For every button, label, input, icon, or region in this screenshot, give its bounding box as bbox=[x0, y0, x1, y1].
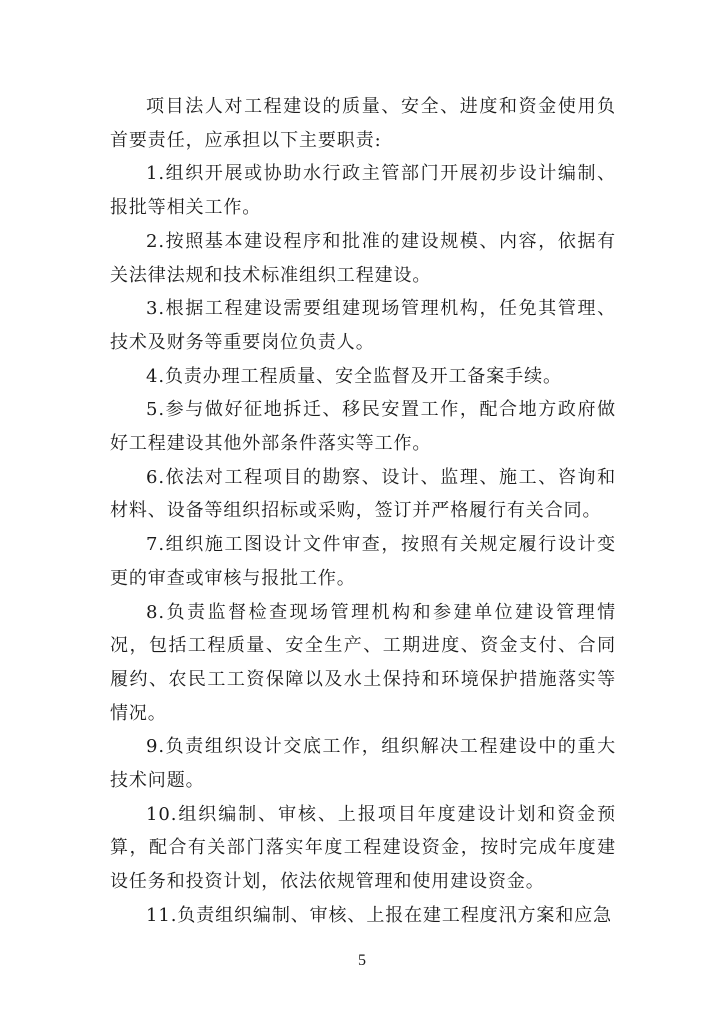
document-body bbox=[110, 90, 616, 933]
duty-item-3: 3.根据工程建设需要组建现场管理机构，任免其管理、技术及财务等重要岗位负责人。 bbox=[110, 298, 616, 353]
duty-item-2: 2.按照基本建设程序和批准的建设规模、内容，依据有关法律法规和技术标准组织工程建设。 bbox=[110, 230, 616, 286]
intro-paragraph: 项目法人对工程建设的质量、安全、进度和资金使用负首要责任，应承担以下主要职责: bbox=[110, 96, 616, 151]
duty-item-8: 8.负责监督检查现场管理机构和参建单位建设管理情况，包括工程质量、安全生产、工期进度、资金支付、合同履约、农民工工资保障以及水土保持和环境保护措施落实等情况。 bbox=[110, 601, 616, 724]
duty-item-4: 4.负责办理工程质量、安全监督及开工备案手续。 bbox=[146, 365, 562, 387]
duty-item-11: 11.负责组织编制、审核、上报在建工程度汛方案和应急 bbox=[146, 904, 613, 926]
duty-item-10: 10.组织编制、审核、上报项目年度建设计划和资金预算，配合有关部门落实年度工程建设资金，按时完成年度建设任务和投资计划，依法依规管理和使用建设资金。 bbox=[110, 803, 616, 893]
duty-item-6: 6.依法对工程项目的勘察、设计、监理、施工、咨询和材料、设备等组织招标或采购，签订并严格履行有关合同。 bbox=[110, 466, 616, 522]
duty-item-7: 7.组织施工图设计文件审查，按照有关规定履行设计变更的审查或审核与报批工作。 bbox=[110, 534, 616, 589]
duty-item-1: 1.组织开展或协助水行政主管部门开展初步设计编制、报批等相关工作。 bbox=[110, 163, 616, 219]
duty-item-9: 9.负责组织设计交底工作，组织解决工程建设中的重大技术问题。 bbox=[110, 736, 616, 792]
page-number: 5 bbox=[358, 952, 366, 969]
duty-item-5: 5.参与做好征地拆迁、移民安置工作，配合地方政府做好工程建设其他外部条件落实等工作。 bbox=[110, 399, 616, 455]
